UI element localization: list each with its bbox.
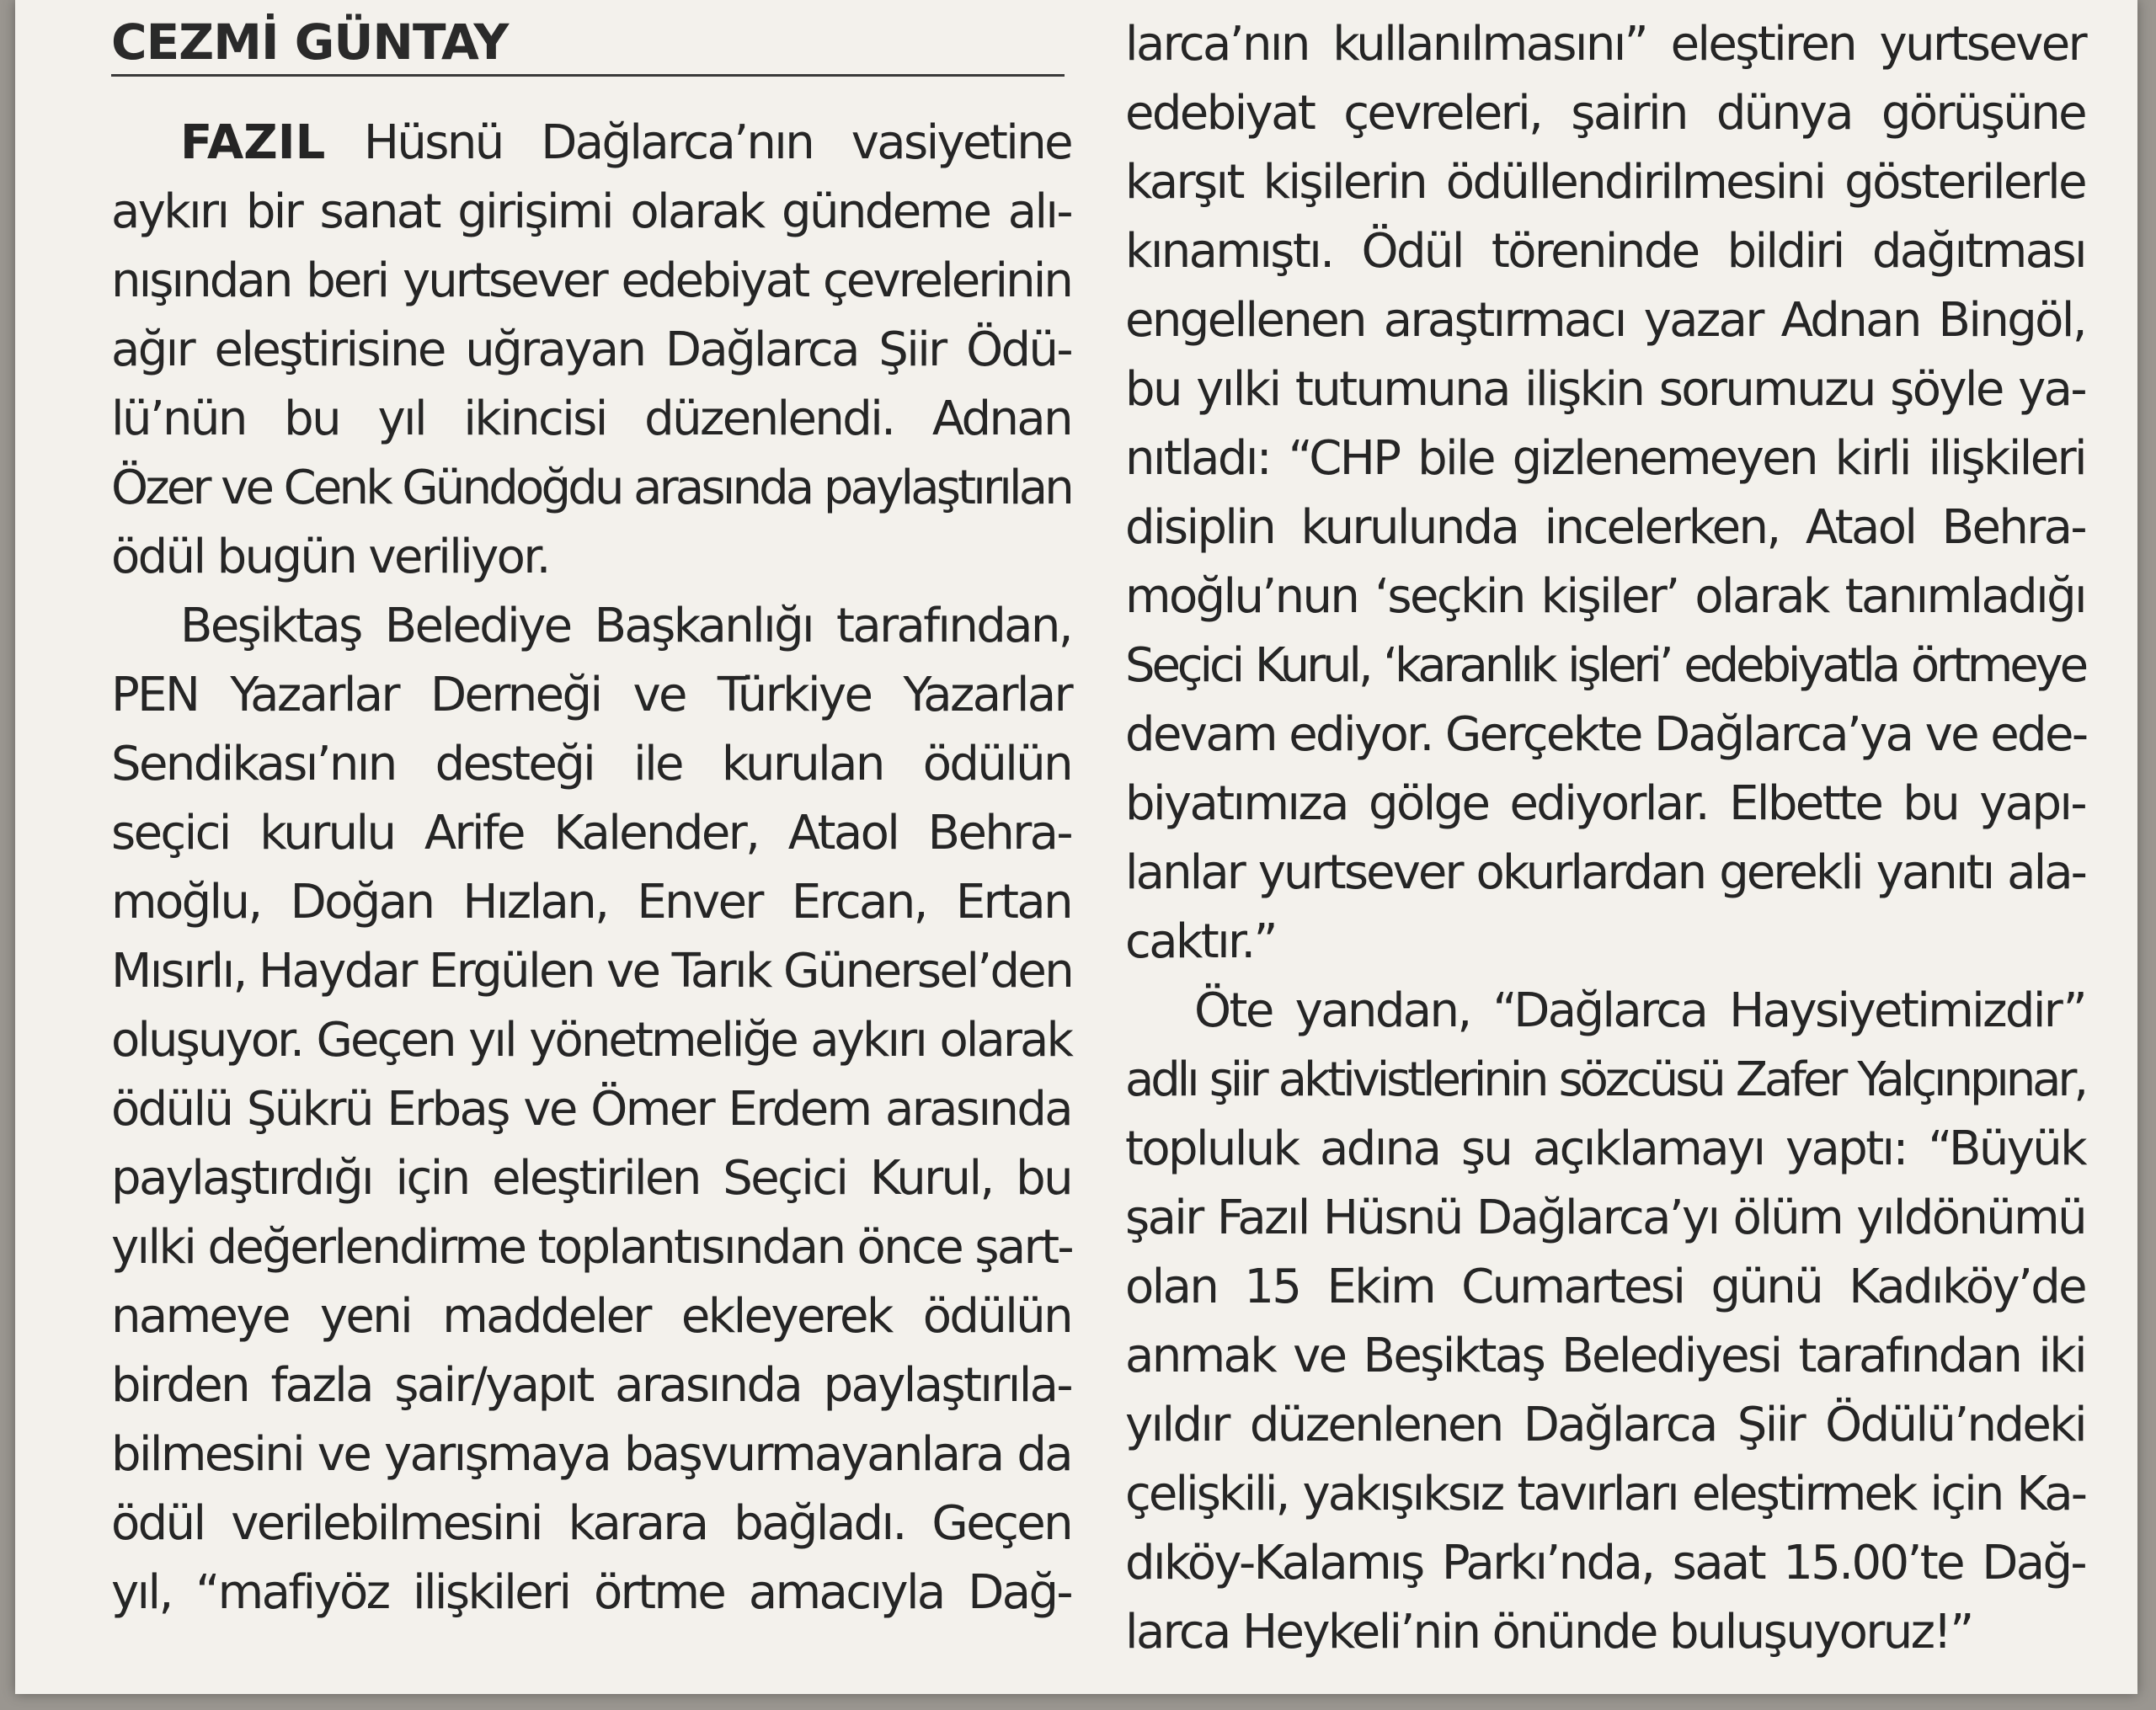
- line-text: Hüsnü Dağlarca’nın vasiyetine: [325, 115, 1071, 170]
- line-text: ödülü Şükrü Erbaş ve Ömer Erdem arasında: [111, 1082, 1071, 1137]
- right-column-text: [1125, 10, 2085, 1667]
- line-text: yıldır düzenlenen Dağlarca Şiir Ödülü’ndeki: [1125, 1398, 2085, 1452]
- text-line: [1125, 1046, 2085, 1115]
- line-text: Mısırlı, Haydar Ergülen ve Tarık Günersel’den: [111, 944, 1073, 999]
- line-text: moğlu’nun ‘seçkin kişiler’ olarak tanımladığı: [1125, 569, 2085, 624]
- line-text: paylaştırdığı için eleştirilen Seçici Kurul, bu: [111, 1151, 1071, 1206]
- text-line: [1125, 286, 2085, 355]
- line-text: nışından beri yurtsever edebiyat çevrelerinin: [111, 253, 1071, 308]
- line-text: aykırı bir sanat girişimi olarak gündeme alı-: [111, 184, 1071, 239]
- line-text: ödül bugün veriliyor.: [111, 530, 549, 584]
- text-line: [111, 385, 1071, 454]
- text-line: [1125, 1598, 2085, 1667]
- line-text: yıl, “mafiyöz ilişkileri örtme amacıyla Dağ-: [111, 1565, 1071, 1620]
- text-line: [1125, 355, 2085, 424]
- text-line: [111, 592, 1071, 661]
- line-text: Beşiktaş Belediye Başkanlığı tarafından,: [180, 599, 1071, 653]
- line-text: olan 15 Ekim Cumartesi günü Kadıköy’de: [1125, 1260, 2085, 1314]
- line-text: edebiyat çevreleri, şairin dünya görüşüne: [1125, 86, 2085, 141]
- line-text: lü’nün bu yıl ikincisi düzenlendi. Adnan: [111, 392, 1071, 446]
- text-line: [111, 661, 1071, 730]
- line-text: bu yılki tutumuna ilişkin sorumuzu şöyle ya-: [1125, 362, 2085, 417]
- line-text: yılki değerlendirme toplantısından önce şart-: [111, 1220, 1073, 1275]
- line-text: caktır.”: [1125, 914, 1276, 969]
- text-line: [1125, 770, 2085, 839]
- text-line: [1125, 1184, 2085, 1253]
- text-line: [1125, 1391, 2085, 1460]
- text-line: [1125, 1115, 2085, 1184]
- line-text: PEN Yazarlar Derneği ve Türkiye Yazarlar: [111, 668, 1071, 722]
- newspaper-clipping: [15, 0, 2137, 1694]
- text-line: [1125, 217, 2085, 286]
- text-line: [1125, 631, 2085, 701]
- line-text: dıköy-Kalamış Parkı’nda, saat 15.00’te Dağ-: [1125, 1536, 2085, 1590]
- text-line: [111, 1282, 1071, 1351]
- line-text: seçici kurulu Arife Kalender, Ataol Behra-: [111, 806, 1071, 860]
- line-text: Öte yandan, “Dağlarca Haysiyetimizdir”: [1194, 983, 2085, 1038]
- text-line: [111, 730, 1071, 799]
- text-line: [111, 1075, 1071, 1144]
- line-text: oluşuyor. Geçen yıl yönetmeliğe aykırı olarak: [111, 1013, 1071, 1068]
- text-line: [111, 316, 1071, 385]
- text-line: [111, 1144, 1071, 1213]
- line-text: moğlu, Doğan Hızlan, Enver Ercan, Ertan: [111, 875, 1071, 930]
- line-text: larca Heykeli’nin önünde buluşuyoruz!”: [1125, 1605, 1972, 1659]
- line-text: kınamıştı. Ödül töreninde bildiri dağıtması: [1125, 224, 2085, 279]
- left-column: [111, 0, 1071, 1627]
- line-text: lanlar yurtsever okurlardan gerekli yanıtı ala-: [1125, 845, 2085, 900]
- byline-rule: [111, 74, 1065, 77]
- line-text: adlı şiir aktivistlerinin sözcüsü Zafer Yalçınpınar,: [1125, 1052, 2085, 1107]
- line-text: Sendikası’nın desteği ile kurulan ödülün: [111, 737, 1071, 791]
- text-line: [1125, 148, 2085, 217]
- text-line: [111, 868, 1071, 937]
- line-text: ödül verilebilmesini karara bağladı. Geçen: [111, 1496, 1071, 1551]
- text-line: [111, 1420, 1071, 1489]
- text-line: [111, 109, 1071, 178]
- text-line: [1125, 79, 2085, 148]
- text-line: [1125, 701, 2085, 770]
- text-line: [111, 1558, 1071, 1627]
- text-line: [1125, 424, 2085, 493]
- line-text: devam ediyor. Gerçekte Dağlarca’ya ve ede-: [1125, 707, 2087, 762]
- line-text: birden fazla şair/yapıt arasında paylaştırıla-: [111, 1358, 1071, 1413]
- text-line: [1125, 1460, 2085, 1529]
- line-text: Özer ve Cenk Gündoğdu arasında paylaştırılan: [111, 461, 1071, 515]
- text-line: [1125, 839, 2085, 908]
- line-text: Seçici Kurul, ‘karanlık işleri’ edebiyatla örtmeye: [1125, 638, 2085, 693]
- text-line: [1125, 1322, 2085, 1391]
- text-line: [1125, 10, 2085, 79]
- line-text: engellenen araştırmacı yazar Adnan Bingöl,: [1125, 293, 2085, 348]
- text-line: [111, 1213, 1071, 1282]
- line-text: karşıt kişilerin ödüllendirilmesini gösterilerle: [1125, 155, 2085, 210]
- text-line: [1125, 1253, 2085, 1322]
- line-text: biyatımıza gölge ediyorlar. Elbette bu yapı-: [1125, 776, 2085, 831]
- line-text: ağır eleştirisine uğrayan Dağlarca Şiir Ödü-: [111, 322, 1071, 377]
- text-line: [111, 1351, 1071, 1420]
- text-line: [1125, 908, 2085, 977]
- line-text: nıtladı: “CHP bile gizlenemeyen kirli ilişkileri: [1125, 431, 2085, 486]
- line-text: anmak ve Beşiktaş Belediyesi tarafından iki: [1125, 1329, 2085, 1383]
- line-text: çelişkili, yakışıksız tavırları eleştirmek için Ka-: [1125, 1467, 2085, 1521]
- lead-word: FAZIL: [180, 115, 326, 170]
- text-line: [111, 937, 1071, 1006]
- text-line: [111, 247, 1071, 316]
- text-line: [1125, 493, 2085, 562]
- text-line: [111, 799, 1071, 868]
- line-text: disiplin kurulunda incelerken, Ataol Behra-: [1125, 500, 2085, 555]
- left-column-text: [111, 109, 1071, 1627]
- right-column: [1125, 0, 2085, 1667]
- text-line: [1125, 562, 2085, 631]
- line-text: topluluk adına şu açıklamayı yaptı: “Büyük: [1125, 1121, 2085, 1176]
- line-text: şair Fazıl Hüsnü Dağlarca’yı ölüm yıldönümü: [1125, 1191, 2085, 1245]
- text-line: [111, 454, 1071, 523]
- text-line: [111, 523, 1071, 592]
- text-line: [111, 1489, 1071, 1558]
- line-text: larca’nın kullanılmasını” eleştiren yurtsever: [1125, 17, 2085, 72]
- text-line: [1125, 1529, 2085, 1598]
- text-line: [1125, 977, 2085, 1046]
- byline: CEZMİ GÜNTAY: [111, 13, 509, 71]
- text-line: [111, 1006, 1071, 1075]
- line-text: nameye yeni maddeler ekleyerek ödülün: [111, 1289, 1071, 1344]
- line-text: bilmesini ve yarışmaya başvurmayanlara da: [111, 1427, 1071, 1482]
- text-line: [111, 178, 1071, 247]
